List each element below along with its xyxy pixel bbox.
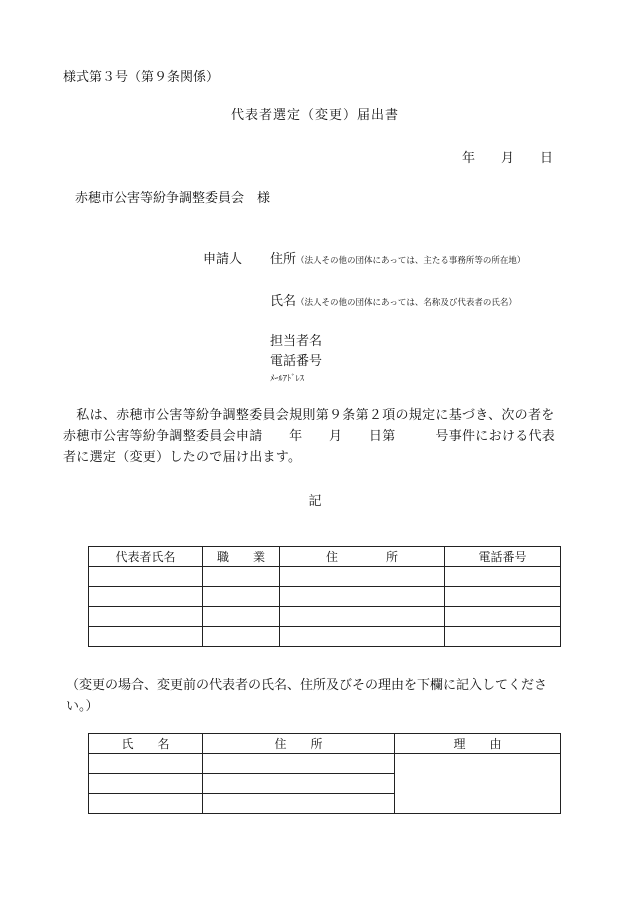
name-field <box>270 290 517 309</box>
table-row <box>89 754 561 774</box>
table-cell[interactable] <box>89 587 203 607</box>
table-cell[interactable] <box>89 794 203 814</box>
table-row <box>89 627 561 647</box>
address-field <box>270 248 525 267</box>
table-cell[interactable] <box>89 607 203 627</box>
applicant-label: 申請人 <box>203 252 243 267</box>
table-cell[interactable] <box>280 627 445 647</box>
date-year: 年 <box>462 151 476 166</box>
header-address: 住 所 <box>203 734 395 754</box>
table-cell[interactable] <box>445 627 561 647</box>
header-address: 住 所 <box>280 547 445 567</box>
table-cell[interactable] <box>203 567 280 587</box>
table-row <box>89 607 561 627</box>
addressee: 赤穂市公害等紛争調整委員会 様 <box>75 191 271 206</box>
header-phone: 電話番号 <box>445 547 561 567</box>
table-cell[interactable] <box>203 774 395 794</box>
table-cell[interactable] <box>445 607 561 627</box>
previous-representative-table <box>88 733 561 814</box>
header-rep-name: 代表者氏名 <box>89 547 203 567</box>
phone-label: 電話番号 <box>270 354 323 369</box>
form-number: 様式第３号（第９条関係） <box>63 70 220 85</box>
document-title: 代表者選定（変更）届出書 <box>230 108 399 123</box>
mail-label: ﾒｰﾙｱﾄﾞﾚｽ <box>270 374 305 384</box>
table-cell[interactable] <box>89 567 203 587</box>
table-cell[interactable] <box>203 607 280 627</box>
table-cell[interactable] <box>203 794 395 814</box>
representatives-table <box>88 546 561 647</box>
table-row <box>89 587 561 607</box>
change-note: （変更の場合、変更前の代表者の氏名、住所及びその理由を下欄に記入してください。） <box>66 678 548 714</box>
date-day: 日 <box>540 151 554 166</box>
table-cell[interactable] <box>203 627 280 647</box>
ki-heading: 記 <box>308 494 322 509</box>
body-paragraph: 私は、赤穂市公害等紛争調整委員会規則第９条第２項の規定に基づき、次の者を赤穂市公害等紛争調整委員会申請 年 月 日第 号事件における代表者に選定（変更）したので届け出ます。 <box>63 408 556 465</box>
table-cell[interactable] <box>89 774 203 794</box>
table-cell[interactable] <box>280 587 445 607</box>
table-cell[interactable] <box>203 587 280 607</box>
header-reason: 理 由 <box>395 734 561 754</box>
header-occupation: 職 業 <box>203 547 280 567</box>
date-line <box>462 147 553 166</box>
table-row <box>89 567 561 587</box>
table-cell[interactable] <box>445 587 561 607</box>
name-note: （法人その他の団体にあっては、名称及び代表者の氏名） <box>296 298 517 308</box>
date-month: 月 <box>501 151 515 166</box>
header-name: 氏 名 <box>89 734 203 754</box>
name-label: 氏名 <box>270 294 297 309</box>
table-cell[interactable] <box>280 567 445 587</box>
table-cell[interactable] <box>89 754 203 774</box>
contact-label: 担当者名 <box>270 334 323 349</box>
address-label: 住所 <box>270 252 297 267</box>
table-cell[interactable] <box>280 607 445 627</box>
reason-cell[interactable] <box>395 754 561 814</box>
table-cell[interactable] <box>89 627 203 647</box>
table-cell[interactable] <box>203 754 395 774</box>
table-header-row <box>89 734 561 754</box>
address-note: （法人その他の団体にあっては、主たる事務所等の所在地） <box>296 256 526 266</box>
table-header-row <box>89 547 561 567</box>
table-cell[interactable] <box>445 567 561 587</box>
